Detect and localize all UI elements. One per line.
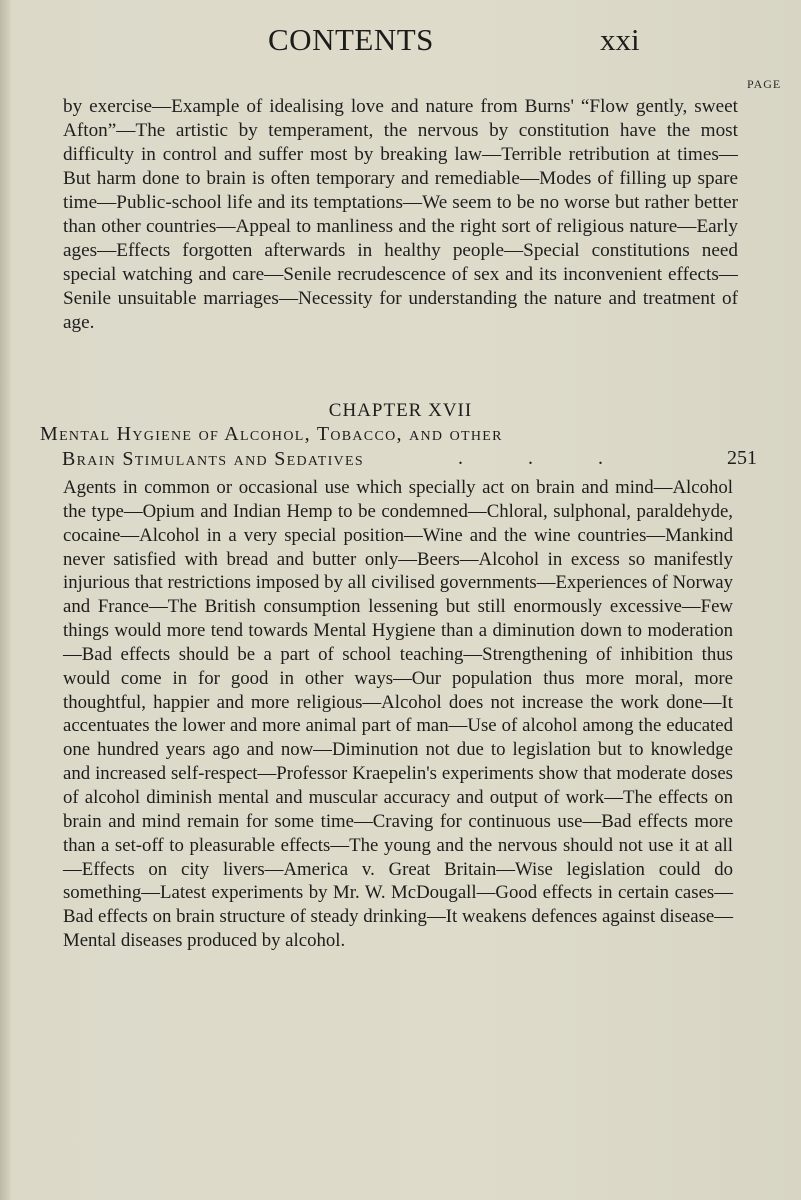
chapter-title (40, 422, 760, 472)
running-header-title: CONTENTS (268, 22, 434, 57)
page-column-label: PAGE (747, 77, 782, 91)
chapter-number-heading: CHAPTER XVII (328, 400, 473, 421)
previous-chapter-synopsis: by exercise—Example of idealising love and nature from Burns' “Flow gently, sweet Afton”—The artistic by temperament, the nervous by constitution have the most difficulty in control and suffer most by breaking law—Terrible retribution at times—But harm done to brain is often temporary and remediable—Modes of filling up spare time—Public-school life and its temptations—We seem to be no worse but rather better than other countries—Appeal to manliness and the right sort of religious nature—Early ages—Effects forgotten afterwards in healthy people—Special constitutions need special watching and care—Senile recrudescence of sex and its inconvenient effects—Senile unsuitable marriages—Necessity for understanding the nature and treatment of age. (63, 96, 738, 333)
page-number: xxi (600, 22, 640, 57)
chapter-synopsis: Agents in common or occasional use which specially act on brain and mind—Alcohol the type—Opium and Indian Hemp to be condemned—Chloral, sulphonal, paraldehyde, cocaine—Alcohol in a very special position—Wine and the wine countries—Mankind never satisfied with bread and butter only—Beers—Alcohol in excess so manifestly injurious that restrictions imposed by all civilised governments—Experiences of Norway and France—The British consumption lessening but still enormously excessive—Few things would more tend towards Mental Hygiene than a diminution down to moderation—Bad effects should be a part of school teaching—Strengthening of inhibition thus would come in for good in other ways—Our population thus more moral, more thoughtful, happier and more religious—Alcohol does not increase the work done—It accentuates the lower and more animal part of man—Use of alcohol among the educated one hundred years ago and now—Diminution not due to legislation but to knowledge and increased self-respect—Professor Kraepelin's experiments show that moderate doses of alcohol diminish mental and muscular accuracy and output of work—The effects on brain and mind remain for some time—Craving for continuous use—Bad effects more than a set-off to pleasurable effects—The young and the nervous should not use it at all—Effects on city livers—America v. Great Britain—Wise legislation could do something—Latest experiments by Mr. W. McDougall—Good effects in certain cases—Bad effects on brain structure of steady drinking—It weakens defences against disease—Mental diseases produced by alcohol. (63, 477, 733, 952)
page-gutter-edge (0, 0, 10, 1200)
chapter-page-number: 251 (727, 447, 757, 469)
dot-leader: . . . (458, 447, 633, 469)
chapter-title-line-1: Mental Hygiene of Alcohol, Tobacco, and other (40, 423, 503, 445)
chapter-title-line-2: Brain Stimulants and Sedatives (62, 448, 364, 470)
